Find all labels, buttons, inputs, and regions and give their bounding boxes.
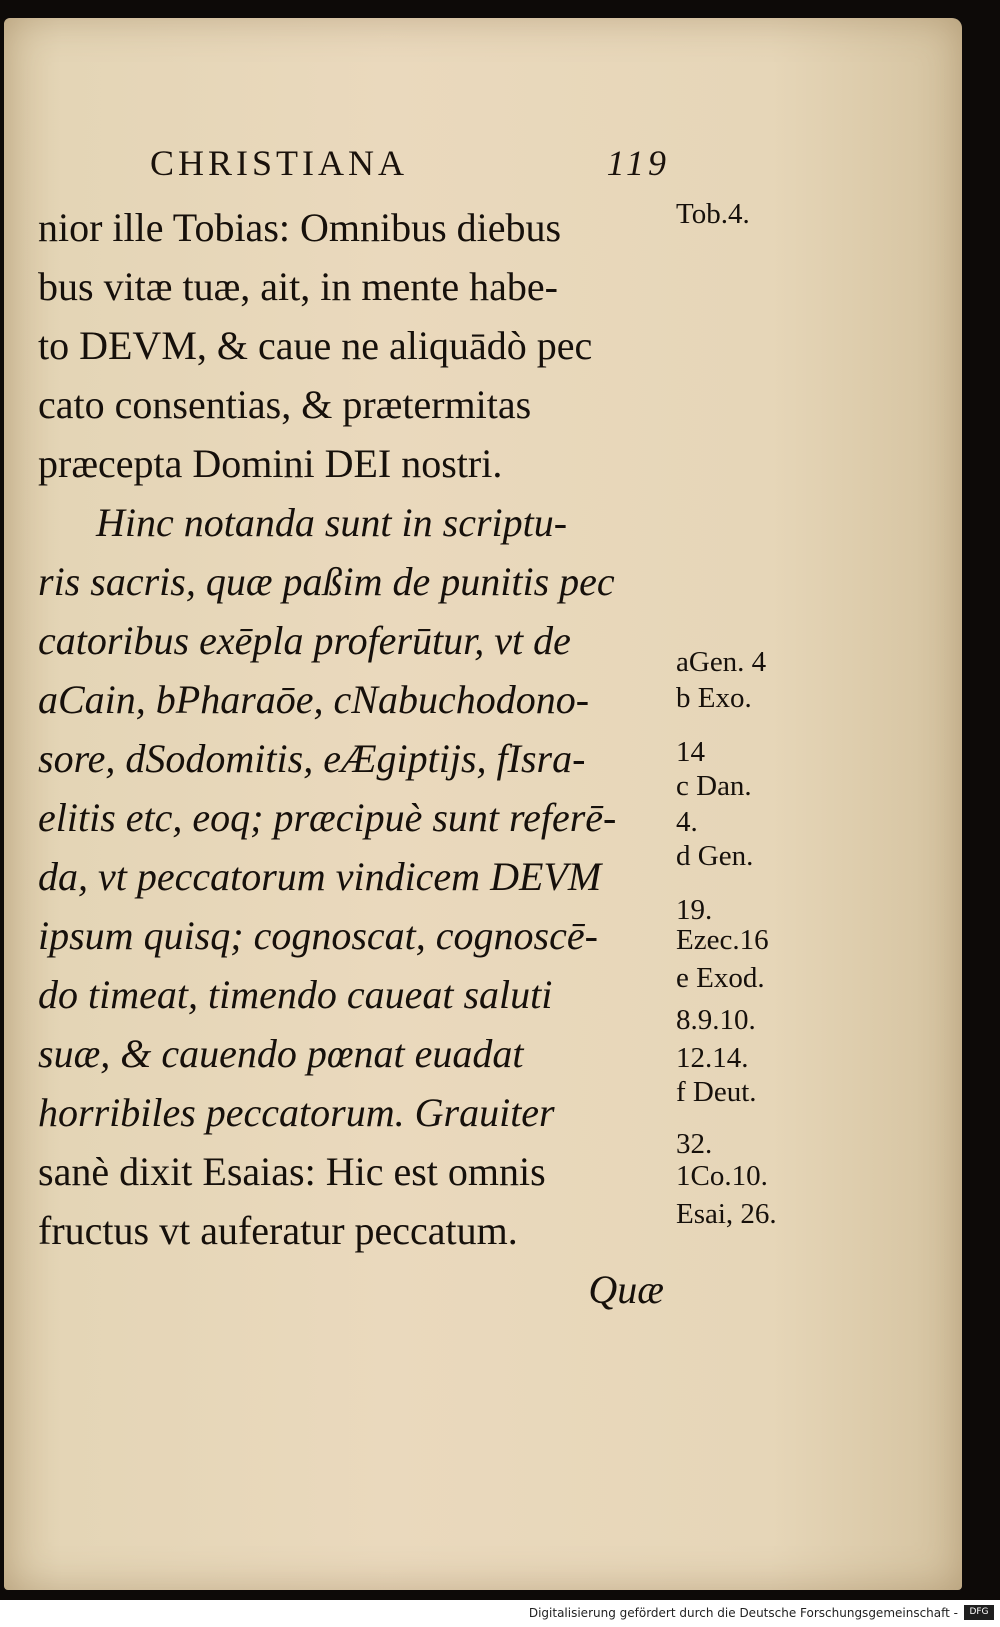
dfg-logo: DFG <box>964 1605 994 1620</box>
text-line: suæ, & cauendo pœnat euadat <box>38 1031 524 1076</box>
text-line: sore, dSodomitis, eÆgiptijs, fIsra- <box>38 736 586 781</box>
footer-credit: Digitalisierung gefördert durch die Deutsche Forschungsgemeinschaft - <box>528 1606 958 1620</box>
margin-note: 8.9.10. <box>676 1004 756 1036</box>
text-line: sanè dixit Esaias: Hic est omnis <box>38 1149 546 1194</box>
text-line: ris sacris, quæ paßim de punitis pec <box>38 559 615 604</box>
page-header <box>150 142 670 186</box>
text-line: do timeat, timendo caueat saluti <box>38 972 553 1017</box>
margin-note: e Exod. <box>676 962 765 994</box>
digitization-footer <box>0 1600 1000 1627</box>
margin-note: 19. <box>676 894 713 926</box>
body-text <box>38 198 668 1319</box>
margin-note: Esai, 26. <box>676 1198 777 1230</box>
catchword: Quæ <box>588 1267 664 1312</box>
text-line: bus vitæ tuæ, ait, in mente habe- <box>38 264 558 309</box>
margin-note: Ezec.16 <box>676 924 769 956</box>
margin-note: Tob.4. <box>676 198 750 230</box>
margin-note: 12.14. <box>676 1042 749 1074</box>
text-line: elitis etc, eoq; præcipuè sunt referē- <box>38 795 617 840</box>
margin-note: 1Co.10. <box>676 1160 768 1192</box>
margin-note: d Gen. <box>676 840 754 872</box>
text-line: fructus vt auferatur peccatum. <box>38 1208 518 1253</box>
running-title: CHRISTIANA <box>150 143 409 183</box>
text-line: Hinc notanda sunt in scriptu- <box>96 500 568 545</box>
page-number: 119 <box>606 143 670 183</box>
text-line: aCain, bPharaōe, cNabuchodono- <box>38 677 590 722</box>
margin-note: c Dan. <box>676 770 752 802</box>
text-line: cato consentias, & prætermitas <box>38 382 532 427</box>
margin-note: f Deut. <box>676 1076 757 1108</box>
margin-note: b Exo. <box>676 682 752 714</box>
text-line: horribiles peccatorum. Grauiter <box>38 1090 555 1135</box>
margin-note: 32. <box>676 1128 713 1160</box>
margin-note: aGen. 4 <box>676 646 767 678</box>
text-line: ipsum quisq; cognoscat, cognoscē- <box>38 913 598 958</box>
margin-note: 4. <box>676 806 698 838</box>
text-line: catoribus exēpla proferūtur, vt de <box>38 618 571 663</box>
text-line: præcepta Domini DEI nostri. <box>38 441 503 486</box>
text-line: nior ille Tobias: Omnibus diebus <box>38 205 562 250</box>
margin-note: 14 <box>676 736 705 768</box>
text-line: to DEVM, & caue ne aliquādò pec <box>38 323 593 368</box>
text-line: da, vt peccatorum vindicem DEVM <box>38 854 602 899</box>
